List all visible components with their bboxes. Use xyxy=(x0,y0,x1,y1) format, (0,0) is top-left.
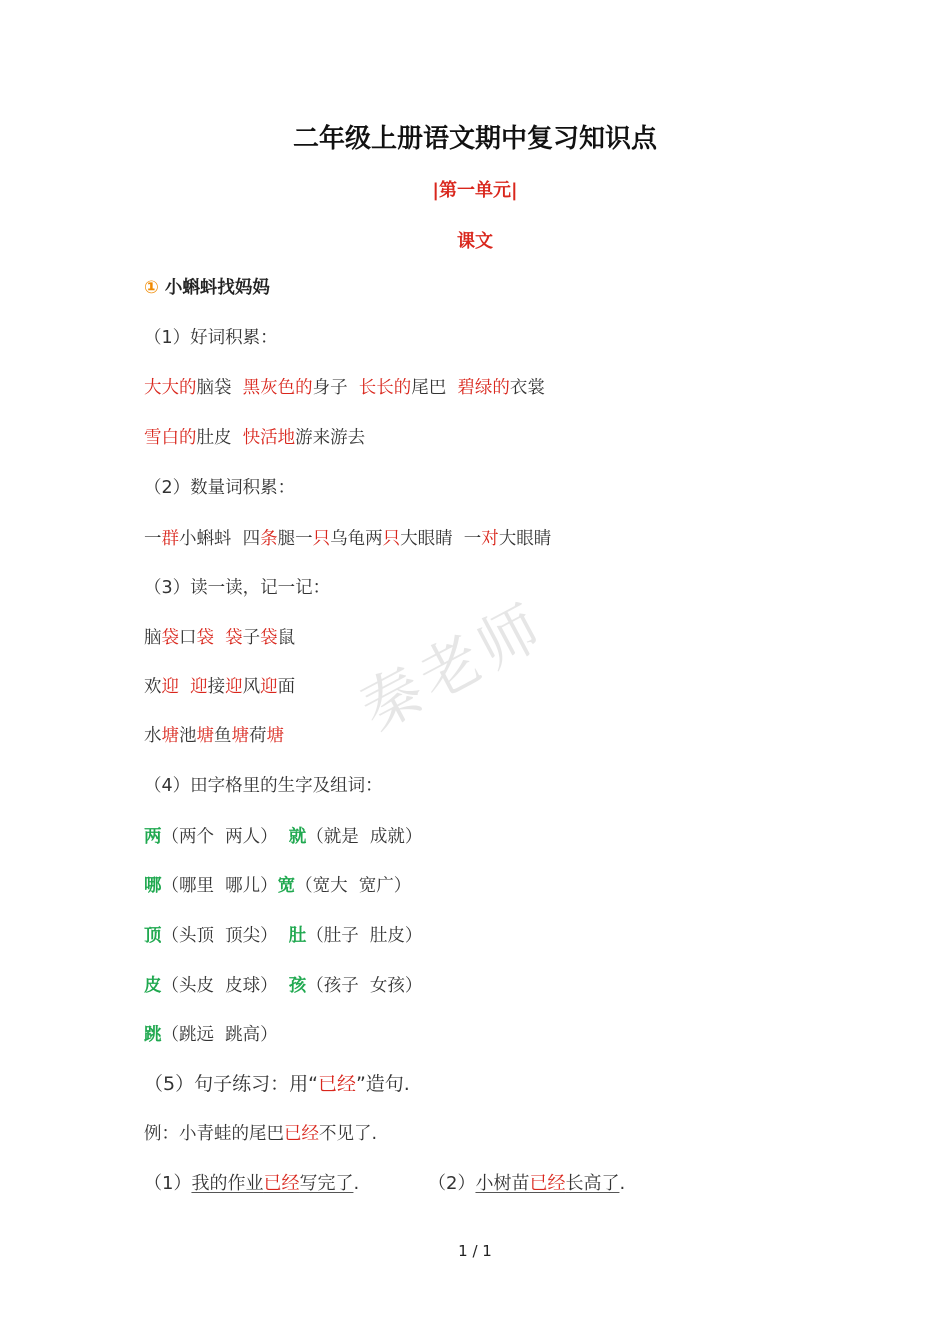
heading-measure-words: （2）数量词积累： xyxy=(144,478,296,498)
new-char: 顶 xyxy=(144,926,162,946)
sentence-text: 我的作业 xyxy=(191,1173,264,1194)
char-words: （头皮 皮球） xyxy=(161,976,289,996)
heading-good-words: （1）好词积累： xyxy=(144,328,278,348)
read-key-char: 塘 xyxy=(266,726,284,746)
read-key-char: 袋 xyxy=(161,628,179,648)
read-line-1 xyxy=(144,626,295,650)
new-char: 皮 xyxy=(144,976,162,996)
char-row xyxy=(144,825,422,849)
new-char: 哪 xyxy=(144,876,162,896)
lesson-name: 小蝌蚪找妈妈 xyxy=(164,278,270,298)
keyword: 已经 xyxy=(529,1173,566,1194)
page-number: 1 / 1 xyxy=(458,1242,492,1260)
keyword: 已经 xyxy=(284,1124,319,1144)
vocab-noun: 衣裳 xyxy=(509,378,545,398)
measure-word: 群 xyxy=(161,529,179,549)
keyword: 已经 xyxy=(263,1173,300,1194)
measure-word: 条 xyxy=(260,529,278,549)
read-char: 接 xyxy=(207,677,226,697)
vocab-word: 雪白的 xyxy=(144,428,197,448)
example-text: 不见了. xyxy=(319,1124,378,1144)
sentence-punct: . xyxy=(619,1173,626,1194)
read-char xyxy=(179,677,190,697)
measure-word: 只 xyxy=(382,529,401,549)
char-words: （两个 两人） xyxy=(161,827,289,847)
char-words: （就是 成就） xyxy=(306,827,423,847)
sentence-text: 小树苗 xyxy=(475,1173,530,1194)
read-key-char: 袋 xyxy=(196,628,214,648)
sentence-heading-text: ”造句. xyxy=(355,1073,410,1095)
sentence-number: （1） xyxy=(144,1173,192,1194)
vocab-word: 大大的 xyxy=(144,378,197,398)
new-char: 跳 xyxy=(144,1025,162,1045)
vocab-word: 黑灰色的 xyxy=(242,378,313,398)
practice-sentence-2 xyxy=(428,1172,625,1196)
read-char xyxy=(214,628,225,648)
read-char: 荷 xyxy=(249,726,267,746)
char-words: （跳远 跳高） xyxy=(161,1025,278,1045)
read-char: 脑 xyxy=(144,628,162,648)
char-row xyxy=(144,1023,278,1047)
char-row xyxy=(144,874,411,898)
read-key-char: 迎 xyxy=(161,677,179,697)
read-key-char: 袋 xyxy=(225,628,243,648)
read-char: 口 xyxy=(179,628,197,648)
read-line-2 xyxy=(144,675,295,699)
read-line-3 xyxy=(144,724,284,748)
read-char: 鱼 xyxy=(214,726,232,746)
sentence-heading-text: （5）句子练习：用“ xyxy=(144,1073,318,1095)
char-words: （头顶 顶尖） xyxy=(161,926,289,946)
vocab-noun: 身子 xyxy=(312,378,359,398)
read-char: 鼠 xyxy=(277,628,296,648)
sentence-punct: . xyxy=(353,1173,360,1194)
measure-word: 只 xyxy=(312,529,331,549)
vocab-line-1 xyxy=(144,376,545,400)
lesson-number: ① xyxy=(144,278,159,298)
read-char: 水 xyxy=(144,726,162,746)
section-heading: 课文 xyxy=(457,231,493,252)
read-key-char: 迎 xyxy=(225,677,243,697)
char-words: （宽大 宽广） xyxy=(295,876,412,896)
measure-text: 大眼睛 xyxy=(498,529,552,549)
vocab-noun: 游来游去 xyxy=(295,428,366,448)
measure-text: 乌龟两 xyxy=(330,529,383,549)
char-words: （哪里 哪儿） xyxy=(161,876,278,896)
heading-new-characters: （4）田字格里的生字及组词： xyxy=(144,776,383,796)
measure-text: 小蝌蚪 四 xyxy=(179,529,261,549)
read-key-char: 塘 xyxy=(231,726,249,746)
measure-text: 大眼睛 一 xyxy=(400,529,482,549)
vocab-word: 长长的 xyxy=(358,378,412,398)
new-char: 就 xyxy=(288,827,307,847)
new-char: 宽 xyxy=(277,876,296,896)
keyword: 已经 xyxy=(317,1073,356,1095)
example-sentence xyxy=(144,1122,377,1146)
sentence-text: 长高了 xyxy=(565,1173,620,1194)
measure-word: 对 xyxy=(481,529,499,549)
example-text: 例：小青蛙的尾巴 xyxy=(144,1124,284,1144)
vocab-noun: 肚皮 xyxy=(196,428,243,448)
new-char: 孩 xyxy=(288,976,307,996)
sentence-number: （2） xyxy=(428,1173,476,1194)
page-title: 二年级上册语文期中复习知识点 xyxy=(292,124,657,154)
vocab-line-2 xyxy=(144,426,365,450)
read-char: 子 xyxy=(242,628,261,648)
char-row xyxy=(144,924,422,948)
practice-sentence-1 xyxy=(144,1172,359,1196)
char-row xyxy=(144,974,422,998)
vocab-noun: 尾巴 xyxy=(411,378,458,398)
read-key-char: 塘 xyxy=(161,726,179,746)
new-char: 肚 xyxy=(288,926,307,946)
sentence-text: 写完了 xyxy=(299,1173,354,1194)
measure-line xyxy=(144,527,551,551)
vocab-word: 碧绿的 xyxy=(457,378,510,398)
char-words: （肚子 肚皮） xyxy=(306,926,423,946)
measure-text: 一 xyxy=(144,529,162,549)
read-char: 欢 xyxy=(144,677,162,697)
heading-read-remember: （3）读一读，记一记： xyxy=(144,578,331,598)
new-char: 两 xyxy=(144,827,162,847)
read-key-char: 袋 xyxy=(260,628,278,648)
vocab-word: 快活地 xyxy=(242,428,296,448)
read-key-char: 迎 xyxy=(260,677,278,697)
heading-sentence-practice xyxy=(144,1072,410,1096)
char-words: （孩子 女孩） xyxy=(306,976,423,996)
unit-heading: |第一单元| xyxy=(432,180,518,201)
read-key-char: 迎 xyxy=(190,677,208,697)
measure-text: 腿一 xyxy=(277,529,313,549)
read-char: 面 xyxy=(277,677,296,697)
watermark: 秦老师 xyxy=(349,590,558,745)
read-key-char: 塘 xyxy=(196,726,214,746)
read-char: 风 xyxy=(242,677,261,697)
read-char: 池 xyxy=(179,726,197,746)
lesson-title xyxy=(144,276,270,300)
vocab-noun: 脑袋 xyxy=(196,378,243,398)
